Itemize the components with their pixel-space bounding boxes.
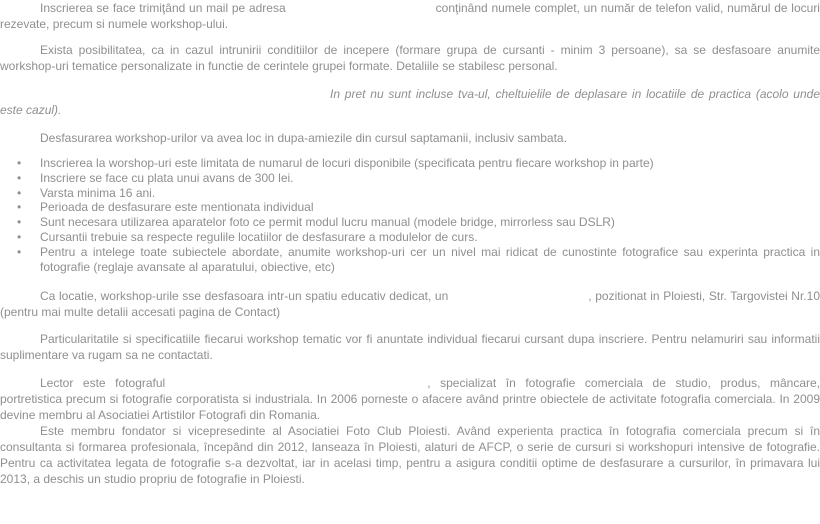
list-item: • Perioada de desfasurare este mentionata individual	[17, 200, 314, 215]
list-item: • Sunt necesara utilizarea aparatelor foto ce permit modul lucru manual (modele bridge, mirrorless sau DSLR)	[17, 215, 615, 230]
registration-text-end: conţinând numele complet, un număr de telefon valid, numărul de locuri rezevate, precum si numele workshop-ului.	[0, 1, 820, 31]
price-note-paragraph	[0, 86, 820, 118]
registration-paragraph	[0, 0, 820, 32]
list-item: • Cursantii trebuie sa respecte regulile locatiilor de desfasurare a modulelor de curs.	[17, 229, 478, 244]
lecturer-text-end: , specializat în fotografie comerciala de studio, produs, mâncare, portretistica precum si fotografie corporatista si industriala. In 2006 porneste o afacere având printre obiectele de activitate fotografia comerciala. In 2009 devine membru al Asociatiei Artistilor Fotografi din Romania.	[0, 376, 820, 422]
location-text-end: , pozitionat in Ploiesti, Str. Targovistei Nr.10 (pentru mai multe detalii accesati pagina de Contact)	[0, 289, 820, 319]
lecturer-text-start: Lector este fotograful	[40, 376, 166, 390]
list-item: • Pentru a intelege toate subiectele abordate, anumite workshop-uri cer un nivel mai ridicat de cunostinte fotografice sau experinta practica in fotografie (reglaje avansate al aparatului, obiective, etc)	[17, 244, 820, 274]
list-item: • Inscrierea la worshop-uri este limitata de numarul de locuri disponibile (specificata pentru fiecare workshop in parte)	[17, 156, 654, 170]
registration-text-start: Inscrierea se face trimiţând un mail pe adresa	[40, 1, 286, 15]
lecturer-paragraph	[0, 375, 820, 423]
price-note-text: In pret nu sunt incluse tva-ul, cheltuielile de deplasare in locatiile de practica (acolo unde este cazul).	[0, 87, 820, 117]
location-text-start: Ca locatie, workshop-urile sse desfasoara intr-un spatiu educativ dedicat, un	[40, 289, 449, 303]
custom-workshops-paragraph: Exista posibilitatea, ca in cazul intrunirii conditiilor de incepere (formare grupa de cursanti - minim 3 persoane), sa se desfasoare anumite workshop-uri tematice personalizate in functie de cerintele grupei formate. Detaliile se stabilesc personal.	[0, 43, 820, 73]
schedule-paragraph: Desfasurarea workshop-urilor va avea loc in dupa-amiezile din cursul saptamanii, inclusiv sambata.	[40, 131, 567, 145]
rules-list	[0, 156, 820, 274]
details-paragraph: Particularitatile si specificatiile fiecarui workshop tematic vor fi anuntate individual fiecarui cursant dupa inscriere. Pentru nelamuriri sau informatii suplimentare va rugam sa ne contactati.	[0, 332, 820, 362]
list-item: • Inscriere se face cu plata unui avans de 300 lei.	[17, 170, 294, 185]
location-paragraph	[0, 288, 820, 320]
list-item: • Varsta minima 16 ani.	[17, 185, 156, 200]
lecturer-bio-paragraph: Este membru fondator si vicepresedinte al Asociatiei Foto Club Ploiesti. Având experienta practica în fotografia comerciala precum si în consultanta si formarea profesionala, începând din 2012, lanseaza în Ploiesti, alaturi de AFCP, o serie de cursuri si workshopuri intensive de fotografie. Pentru ca activitatea legata de fotografie s-a dezvoltat, iar in acelasi timp, pentru a asigura conditii optime de desfasurare a cursurilor, în primavara lui 2013, a deschis un studio propriu de fotografie in Ploiesti.	[0, 424, 820, 486]
